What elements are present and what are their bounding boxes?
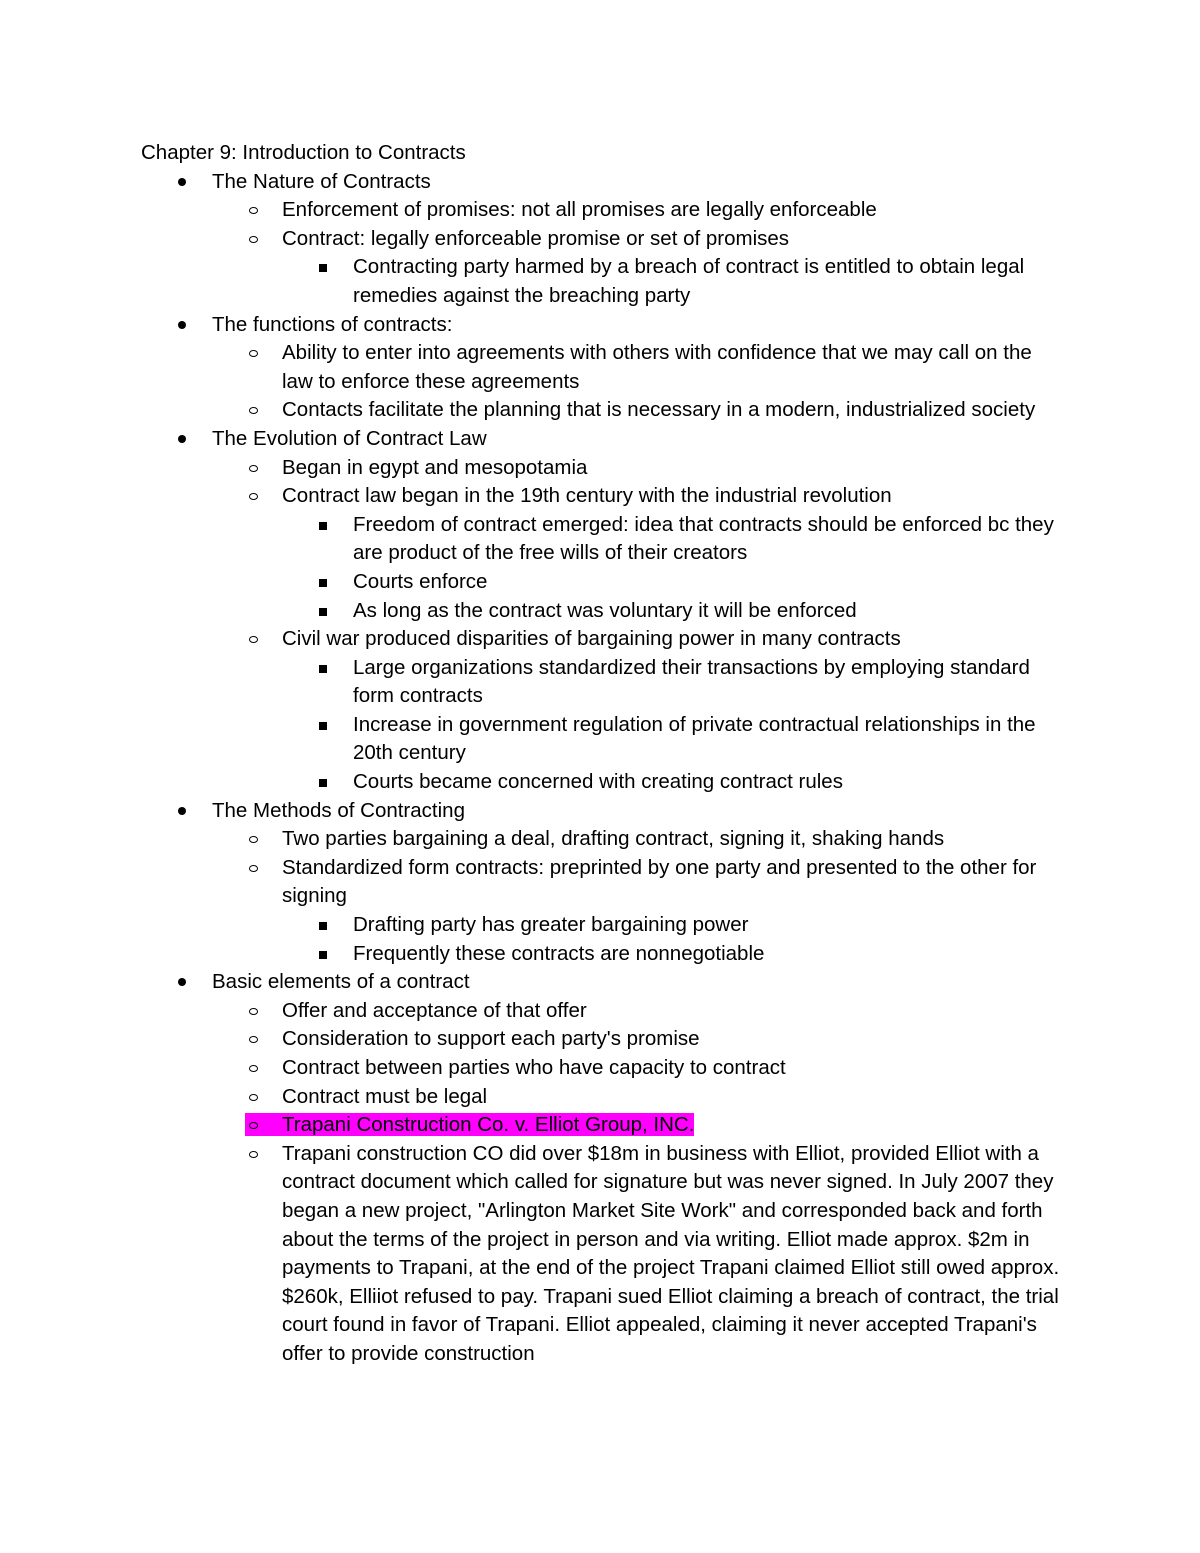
list-item xyxy=(141,568,1061,597)
bullet-circle-icon xyxy=(249,1008,258,1015)
bullet-circle-icon xyxy=(249,493,258,500)
list-item xyxy=(141,1025,1061,1054)
bullet-circle-icon xyxy=(249,1151,258,1158)
list-item xyxy=(141,711,1061,768)
list-item xyxy=(141,797,1061,826)
list-item xyxy=(141,968,1061,997)
bullet-circle-icon xyxy=(249,207,258,214)
list-item xyxy=(141,825,1061,854)
bullet-circle-icon xyxy=(249,1094,258,1101)
list-item-text: Contract: legally enforceable promise or set of promises xyxy=(282,226,790,250)
list-item xyxy=(141,339,1061,396)
bullet-square-icon xyxy=(319,608,327,616)
list-item-text: Enforcement of promises: not all promises are legally enforceable xyxy=(282,198,877,222)
list-item xyxy=(141,768,1061,797)
list-item xyxy=(141,597,1061,626)
list-item xyxy=(141,1083,1061,1112)
list-item-text: The Methods of Contracting xyxy=(212,798,465,822)
bullet-circle-icon xyxy=(249,836,258,843)
list-item-text: Courts enforce xyxy=(353,569,488,593)
list-item-text: Ability to enter into agreements with others with confidence that we may call on the law to enforce these agreements xyxy=(282,341,1032,393)
list-item xyxy=(141,168,1061,197)
list-item-text: The functions of contracts: xyxy=(212,312,453,336)
bullet-dot-icon xyxy=(178,978,186,986)
list-item xyxy=(141,1111,1061,1140)
list-item xyxy=(141,196,1061,225)
list-item-text: Civil war produced disparities of bargaining power in many contracts xyxy=(282,627,901,651)
list-item xyxy=(141,454,1061,483)
list-item-text: The Nature of Contracts xyxy=(212,169,431,193)
notes-content xyxy=(141,139,1061,1369)
highlighted-case-name xyxy=(245,1113,694,1136)
list-item-text: Offer and acceptance of that offer xyxy=(282,998,587,1022)
list-item-text: As long as the contract was voluntary it will be enforced xyxy=(353,598,857,622)
list-item xyxy=(141,482,1061,511)
list-item-text: Trapani Construction Co. v. Elliot Group, INC. xyxy=(282,1113,695,1137)
list-item xyxy=(141,311,1061,340)
list-item-text: The Evolution of Contract Law xyxy=(212,426,487,450)
list-item xyxy=(141,940,1061,969)
list-item-text: Contract between parties who have capacity to contract xyxy=(282,1056,786,1079)
list-item-text: Freedom of contract emerged: idea that contracts should be enforced bc they are product of the free wills of their creators xyxy=(353,512,1054,565)
list-item xyxy=(141,911,1061,940)
list-item-text: Two parties bargaining a deal, drafting contract, signing it, shaking hands xyxy=(282,827,945,851)
bullet-circle-icon xyxy=(249,865,258,872)
list-item-text: Consideration to support each party's promise xyxy=(282,1027,700,1051)
bullet-square-icon xyxy=(319,522,327,530)
bullet-square-icon xyxy=(319,665,327,673)
outline-list xyxy=(141,168,1061,1369)
bullet-square-icon xyxy=(319,579,327,587)
bullet-dot-icon xyxy=(178,321,186,329)
list-item-text: Drafting party has greater bargaining power xyxy=(353,913,749,937)
list-item xyxy=(141,654,1061,711)
list-item-text: Increase in government regulation of private contractual relationships in the 20th century xyxy=(353,712,1036,765)
list-item xyxy=(141,253,1061,310)
bullet-dot-icon xyxy=(178,435,186,443)
page-title: Chapter 9: Introduction to Contracts xyxy=(141,141,466,164)
list-item xyxy=(141,854,1061,911)
list-item-text: Contracting party harmed by a breach of contract is entitled to obtain legal remedies against the breaching party xyxy=(353,255,1025,307)
bullet-circle-icon xyxy=(249,350,258,357)
bullet-dot-icon xyxy=(178,807,186,815)
list-item-text: Large organizations standardized their transactions by employing standard form contracts xyxy=(353,655,1030,708)
list-item xyxy=(141,1054,1061,1083)
list-item xyxy=(141,625,1061,654)
bullet-square-icon xyxy=(319,722,327,730)
bullet-dot-icon xyxy=(178,178,186,186)
list-item xyxy=(141,1140,1061,1369)
list-item-text: Courts became concerned with creating contract rules xyxy=(353,770,843,794)
list-item-text: Standardized form contracts: preprinted by one party and presented to the other for signing xyxy=(282,855,1037,908)
bullet-circle-icon xyxy=(249,465,258,472)
list-item xyxy=(141,225,1061,254)
list-item-text: Contract must be legal xyxy=(282,1084,488,1108)
bullet-circle-icon xyxy=(249,636,258,643)
list-item xyxy=(141,425,1061,454)
list-item-text: Frequently these contracts are nonnegotiable xyxy=(353,941,765,965)
bullet-circle-icon xyxy=(249,236,258,243)
list-item-text: Trapani construction CO did over $18m in business with Elliot, provided Elliot with a contract document which called for signature but was never signed. In July 2007 they began a new project, "Arlington Market Site Work" and corresponded back and forth about the terms of the project in person and via writing. Elliot made approx. $2m in payments to Trapani, at the end of the project Trapani claimed Elliot still owed approx. $260k, Elliiot refused to pay. Trapani sued Elliot claiming a breach of contract, the trial court found in favor of Trapani. Elliot appealed, claiming it never accepted Trapani's offer to provide construction xyxy=(282,1141,1060,1365)
list-item-text: Contract law began in the 19th century with the industrial revolution xyxy=(282,484,892,508)
bullet-square-icon xyxy=(319,922,327,930)
bullet-circle-icon xyxy=(249,1065,258,1072)
list-item-text: Began in egypt and mesopotamia xyxy=(282,455,588,479)
list-item-text: Contacts facilitate the planning that is necessary in a modern, industrialized society xyxy=(282,398,1036,422)
bullet-square-icon xyxy=(319,264,327,272)
bullet-square-icon xyxy=(319,779,327,787)
list-item-text: Basic elements of a contract xyxy=(212,970,470,994)
bullet-circle-icon xyxy=(249,407,258,414)
bullet-square-icon xyxy=(319,951,327,959)
list-item xyxy=(141,511,1061,568)
list-item xyxy=(141,997,1061,1026)
bullet-circle-icon xyxy=(249,1036,258,1043)
list-item xyxy=(141,396,1061,425)
